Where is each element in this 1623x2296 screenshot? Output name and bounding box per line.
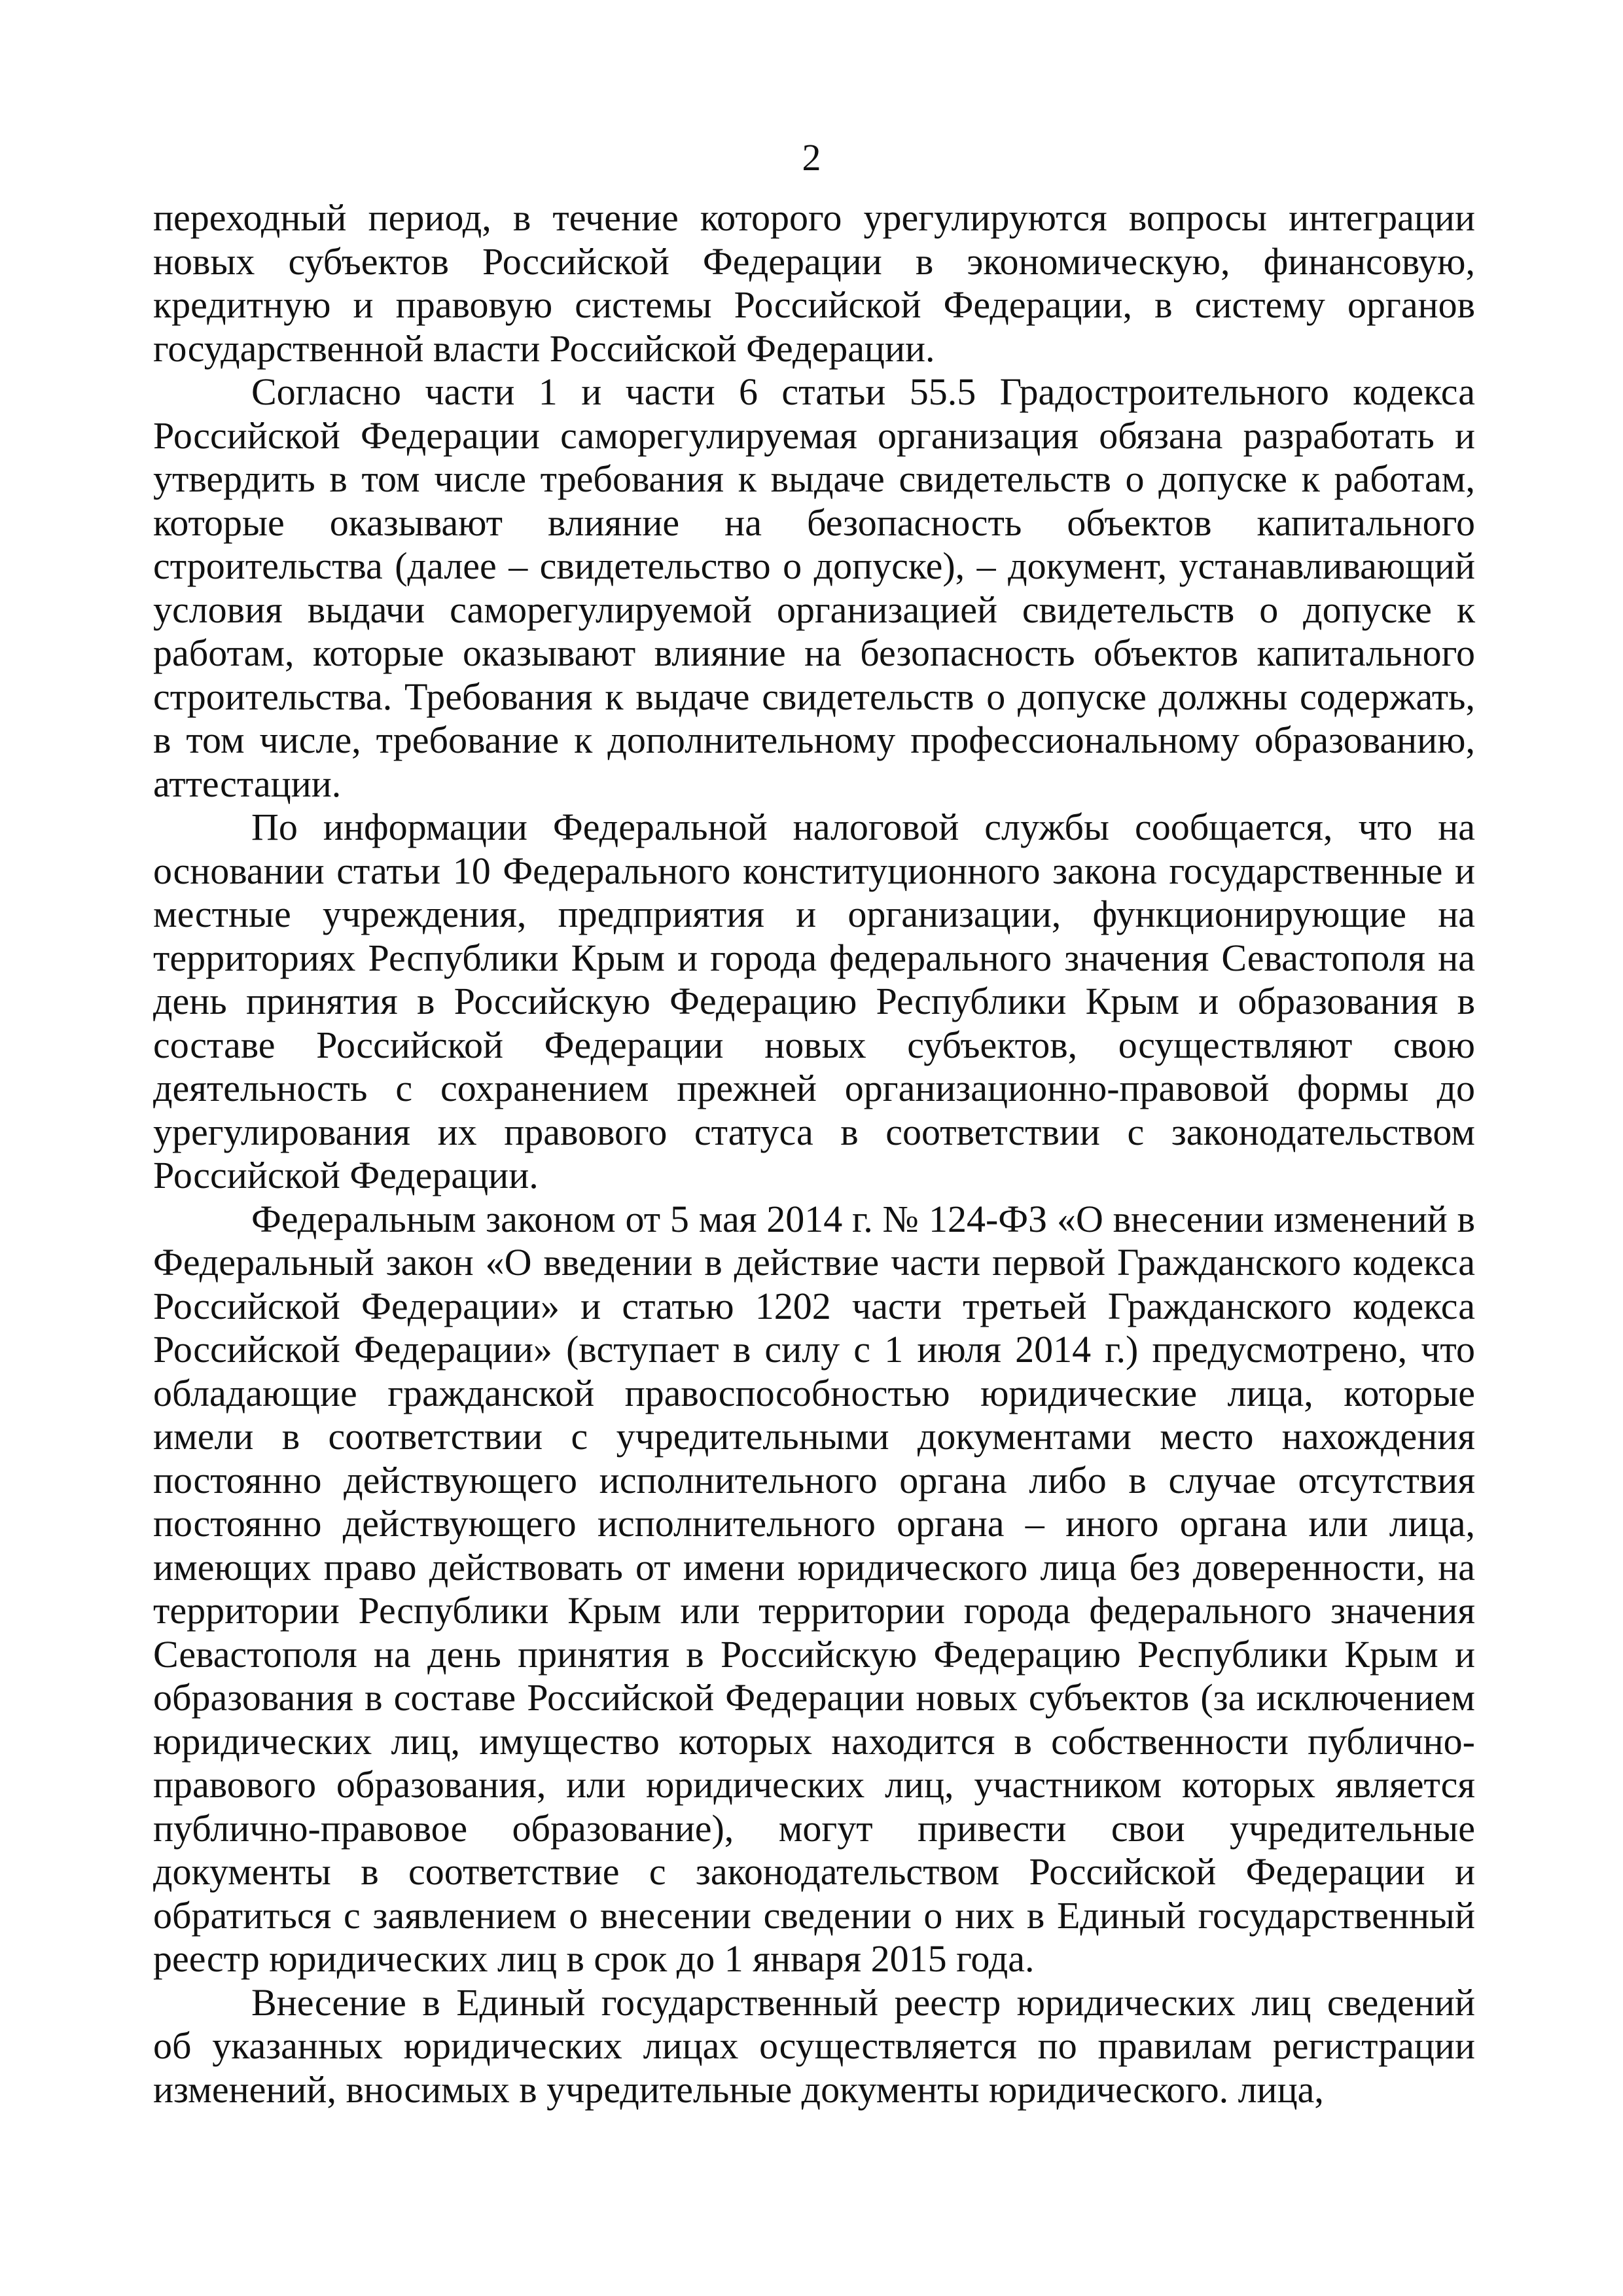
page-number: 2 bbox=[802, 136, 821, 179]
paragraph-transition-period: переходный период, в течение которого урегулируются вопросы интеграции новых субъектов Российской Федерации в экономическую, финансовую, кредитную и правовую системы Российской Федерации, в систему органов государственной власти Российской Федерации. bbox=[153, 196, 1475, 370]
paragraph-urban-planning-code: Согласно части 1 и части 6 статьи 55.5 Градостроительного кодекса Российской Федерации саморегулируемая организация обязана разработать и утвердить в том числе требования к выдаче свидетельств о допуске к работам, которые оказывают влияние на безопасность объектов капитального строительства (далее – свидетельство о допуске), – документ, устанавливающий условия выдачи саморегулируемой организацией свидетельств о допуске к работам, которые оказывают влияние на безопасность объектов капитального строительства. Требования к выдаче свидетельств о допуске должны содержать, в том числе, требование к дополнительному профессиональному образованию, аттестации. bbox=[153, 370, 1475, 805]
paragraph-tax-service-info: По информации Федеральной налоговой службы сообщается, что на основании статьи 10 Федерального конституционного закона государственные и местные учреждения, предприятия и организации, функционирующие на территориях Республики Крым и города федерального значения Севастополя на день принятия в Российскую Федерацию Республики Крым и образования в составе Российской Федерации новых субъектов, осуществляют свою деятельность с сохранением прежней организационно-правовой формы до урегулирования их правового статуса в соответствии с законодательством Российской Федерации. bbox=[153, 806, 1475, 1196]
paragraph-registry-entry: Внесение в Единый государственный реестр юридических лиц сведений об указанных юридических лицах осуществляется по правилам регистрации изменений, вносимых в учредительные документы юридического. лица, bbox=[153, 1981, 1475, 2111]
paragraph-federal-law-124: Федеральным законом от 5 мая 2014 г. № 124-ФЗ «О внесении изменений в Федеральный закон «О введении в действие части первой Гражданского кодекса Российской Федерации» и статью 1202 части третьей Гражданского кодекса Российской Федерации» (вступает в силу с 1 июля 2014 г.) предусмотрено, что обладающие гражданской правоспособностью юридические лица, которые имели в соответствии с учредительными документами место нахождения постоянно действующего исполнительного органа либо в случае отсутствия постоянно действующего исполнительного органа – иного органа или лица, имеющих право действовать от имени юридического лица без доверенности, на территории Республики Крым или территории города федерального значения Севастополя на день принятия в Российскую Федерацию Республики Крым и образования в составе Российской Федерации новых субъектов (за исключением юридических лиц, имущество которых находится в собственности публично-правового образования, или юридических лиц, участником которых является публично-правовое образование), могут привести свои учредительные документы в соответствие с законодательством Российской Федерации и обратиться с заявлением о внесении сведении о них в Единый государственный реестр юридических лиц в срок до 1 января 2015 года. bbox=[153, 1197, 1475, 1980]
document-body bbox=[153, 196, 1475, 2111]
